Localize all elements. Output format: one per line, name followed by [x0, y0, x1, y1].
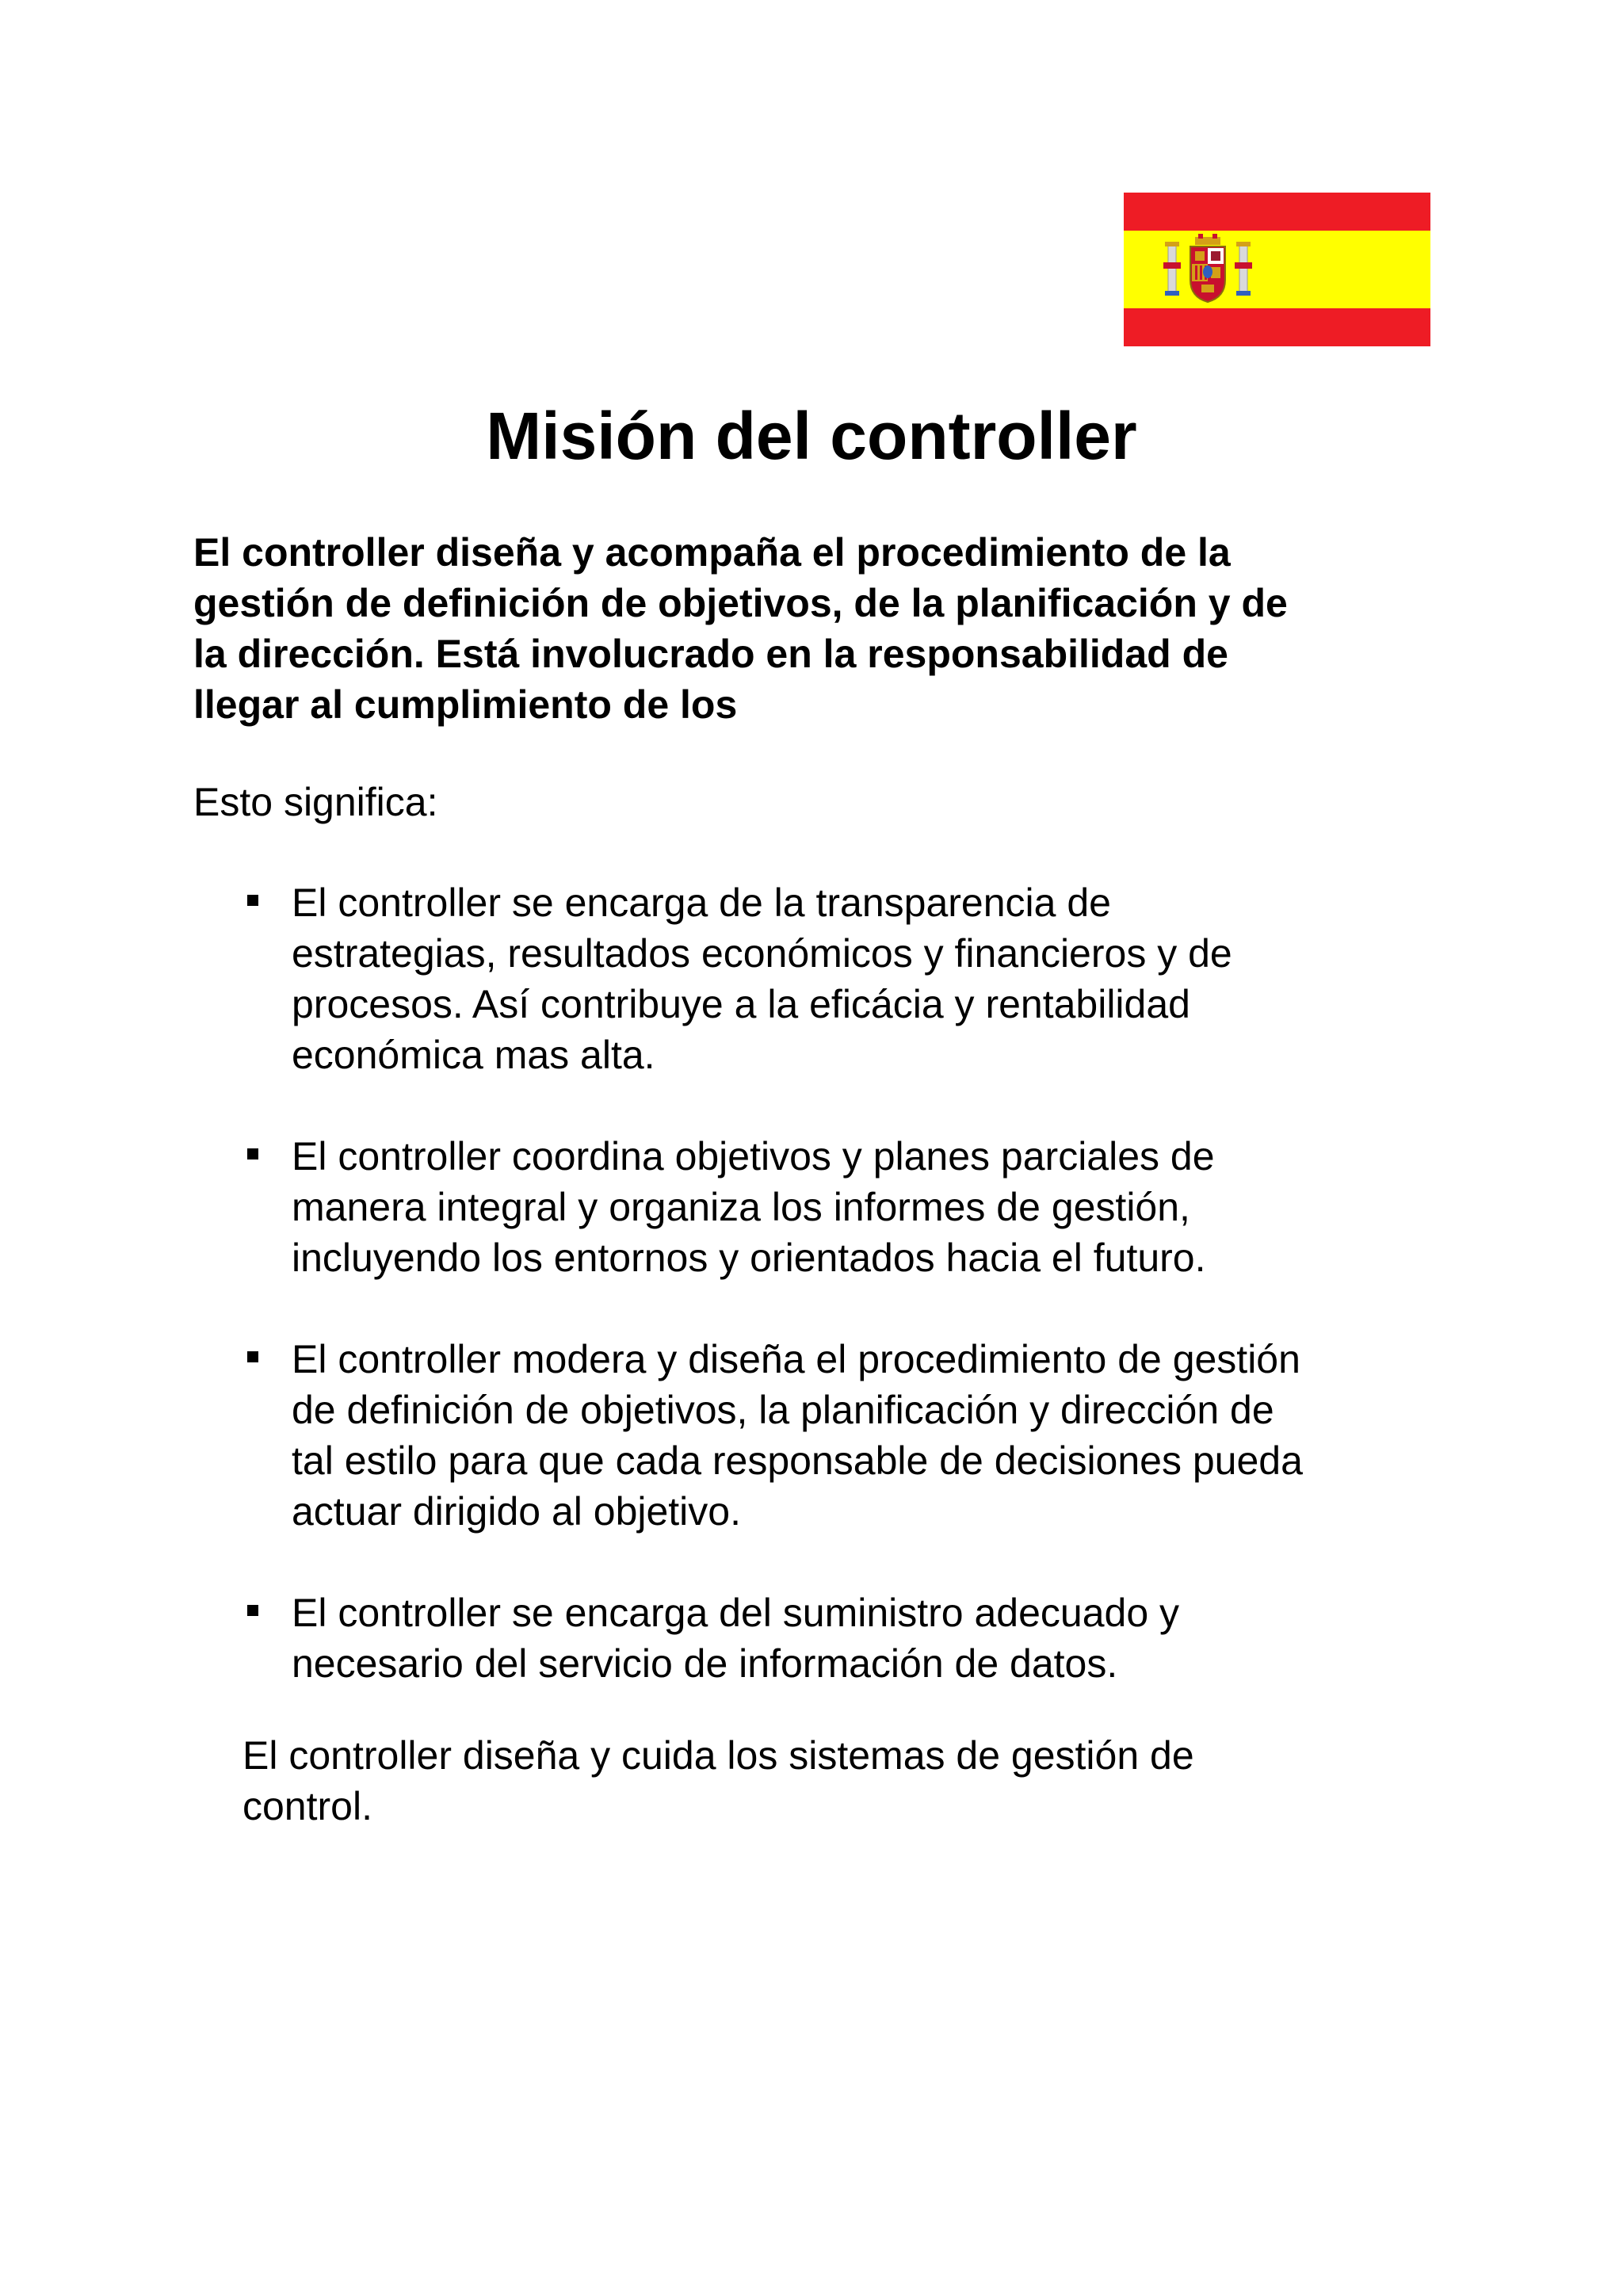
bullet-item: [0, 1587, 1623, 1689]
square-bullet-icon: [247, 895, 258, 906]
bullet-item: [0, 1334, 1623, 1537]
bullet-line: necesario del servicio de información de datos.: [292, 1641, 1118, 1686]
bullet-line: El controller coordina objetivos y planes parciales de: [292, 1134, 1215, 1179]
square-bullet-icon: [247, 1148, 258, 1159]
intro-line: llegar al cumplimiento de los: [193, 682, 738, 727]
bullet-line: estrategias, resultados económicos y financieros y de: [292, 931, 1232, 976]
square-bullet-icon: [247, 1351, 258, 1362]
coat-of-arms-icon: [1163, 234, 1252, 302]
bullet-line: económica mas alta.: [292, 1033, 655, 1077]
intro-line: gestión de definición de objetivos, de la planificación y de: [193, 581, 1288, 625]
bullet-line: procesos. Así contribuye a la eficácia y rentabilidad: [292, 982, 1190, 1026]
bullet-line: El controller modera y diseña el procedimiento de gestión: [292, 1337, 1300, 1381]
intro-line: la dirección. Está involucrado en la responsabilidad de: [193, 632, 1228, 676]
document-title: Misión del controller: [486, 399, 1137, 473]
bullet-line: tal estilo para que cada responsable de decisiones pueda: [292, 1438, 1303, 1483]
flag-red-top: [1124, 193, 1430, 231]
bullet-line: de definición de objetivos, la planificación y dirección de: [292, 1388, 1274, 1432]
closing-line: control.: [242, 1784, 372, 1828]
flag-red-bottom: [1124, 308, 1430, 346]
bullet-line: El controller se encarga de la transparencia de: [292, 881, 1111, 925]
bullet-line: actuar dirigido al objetivo.: [292, 1489, 741, 1534]
square-bullet-icon: [247, 1605, 258, 1616]
spain-flag-icon: [1124, 193, 1430, 346]
bullet-item: [0, 877, 1623, 1080]
bullet-list: [0, 877, 1623, 1740]
intro-line: El controller diseña y acompaña el procedimiento de la: [193, 530, 1231, 575]
bullet-line: El controller se encarga del suministro adecuado y: [292, 1591, 1180, 1635]
bullet-item: [0, 1131, 1623, 1283]
bullet-line: manera integral y organiza los informes de gestión,: [292, 1185, 1190, 1229]
closing-line: El controller diseña y cuida los sistemas de gestión de: [242, 1733, 1194, 1778]
closing-paragraph: [242, 1730, 1194, 1832]
bullet-line: incluyendo los entornos y orientados hacia el futuro.: [292, 1236, 1206, 1280]
intro-paragraph: [193, 527, 1493, 730]
lead-text: Esto significa:: [193, 780, 438, 824]
